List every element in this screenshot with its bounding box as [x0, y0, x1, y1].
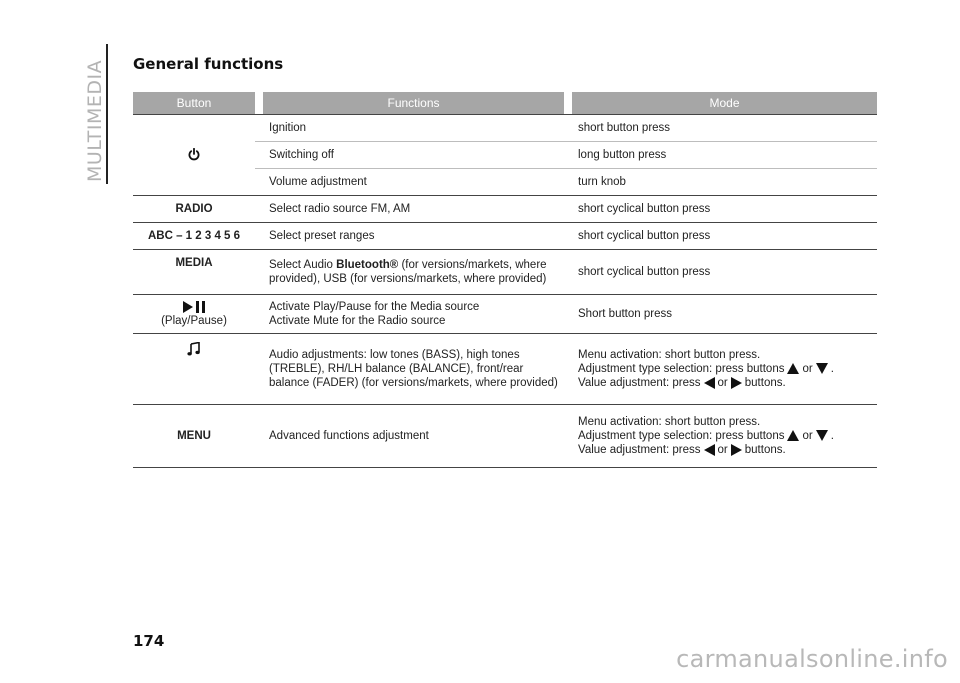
- mode-audio-line3: Value adjustment: press or buttons.: [578, 377, 786, 389]
- table-row: [133, 295, 877, 334]
- function-switching-off: Switching off: [263, 142, 564, 169]
- function-play-pause-line1: Activate Play/Pause for the Media source: [269, 301, 480, 313]
- general-functions-table: [133, 92, 877, 468]
- function-ignition: Ignition: [263, 115, 564, 142]
- header-gap: [564, 92, 572, 115]
- audio-button-cell: [133, 334, 255, 405]
- page-number: 174: [133, 632, 165, 650]
- power-icon: [188, 148, 200, 161]
- function-presets: Select preset ranges: [263, 223, 564, 250]
- mode-audio: [572, 334, 877, 405]
- bluetooth-label: Bluetooth®: [336, 259, 399, 271]
- mode-media: short cyclical button press: [572, 250, 877, 295]
- table-row: [133, 334, 877, 405]
- function-menu: Advanced functions adjustment: [263, 405, 564, 468]
- play-pause-button-cell: [133, 295, 255, 334]
- mode-play-pause: Short button press: [572, 295, 877, 334]
- function-audio-line3: balance (FADER) (for versions/markets, where provided): [269, 377, 558, 389]
- table-row: [133, 115, 877, 142]
- arrow-down-icon: [816, 430, 828, 441]
- arrow-down-icon: [816, 363, 828, 374]
- media-button-label: MEDIA: [133, 250, 255, 295]
- play-pause-caption: (Play/Pause): [161, 315, 227, 327]
- function-media-line2: provided), USB (for versions/markets, where provided): [269, 273, 547, 285]
- radio-button-label: RADIO: [133, 196, 255, 223]
- table-row: [133, 405, 877, 468]
- header-gap: [255, 92, 263, 115]
- mode-volume: turn knob: [572, 169, 877, 196]
- mode-audio-line1: Menu activation: short button press.: [578, 349, 761, 361]
- mode-audio-line2: Adjustment type selection: press buttons or .: [578, 363, 834, 375]
- header-functions: Functions: [263, 92, 564, 115]
- function-play-pause: [263, 295, 564, 334]
- play-pause-icon: [182, 301, 206, 313]
- mode-ignition: short button press: [572, 115, 877, 142]
- side-divider: [106, 44, 108, 184]
- function-play-pause-line2: Activate Mute for the Radio source: [269, 315, 446, 327]
- table-header-row: [133, 92, 877, 115]
- header-button: Button: [133, 92, 255, 115]
- function-audio-line2: (TREBLE), RH/LH balance (BALANCE), front/rear: [269, 363, 524, 375]
- arrow-left-icon: [704, 377, 715, 389]
- power-button-cell: [133, 115, 255, 196]
- mode-radio: short cyclical button press: [572, 196, 877, 223]
- function-audio: [263, 334, 564, 405]
- section-title: General functions: [133, 55, 284, 73]
- menu-button-label: MENU: [133, 405, 255, 468]
- mode-menu-line2: Adjustment type selection: press buttons or .: [578, 430, 834, 442]
- preset-button-label: ABC – 1 2 3 4 5 6: [133, 223, 255, 250]
- mode-switching-off: long button press: [572, 142, 877, 169]
- arrow-right-icon: [731, 444, 742, 456]
- table-row: [133, 223, 877, 250]
- table-row: [133, 196, 877, 223]
- function-media: [263, 250, 564, 295]
- arrow-left-icon: [704, 444, 715, 456]
- arrow-up-icon: [787, 430, 799, 441]
- mode-menu-line1: Menu activation: short button press.: [578, 416, 761, 428]
- function-audio-line1: Audio adjustments: low tones (BASS), high tones: [269, 349, 520, 361]
- music-note-icon: [187, 342, 201, 356]
- watermark: carmanualsonline.info: [676, 645, 948, 673]
- mode-presets: short cyclical button press: [572, 223, 877, 250]
- function-media-line1: Select Audio Bluetooth® (for versions/markets, where: [269, 259, 547, 271]
- arrow-right-icon: [731, 377, 742, 389]
- arrow-up-icon: [787, 363, 799, 374]
- mode-menu: [572, 405, 877, 468]
- side-chapter-title: MULTIMEDIA: [84, 59, 106, 182]
- function-volume: Volume adjustment: [263, 169, 564, 196]
- header-mode: Mode: [572, 92, 877, 115]
- function-radio: Select radio source FM, AM: [263, 196, 564, 223]
- table-row: [133, 250, 877, 295]
- mode-menu-line3: Value adjustment: press or buttons.: [578, 444, 786, 456]
